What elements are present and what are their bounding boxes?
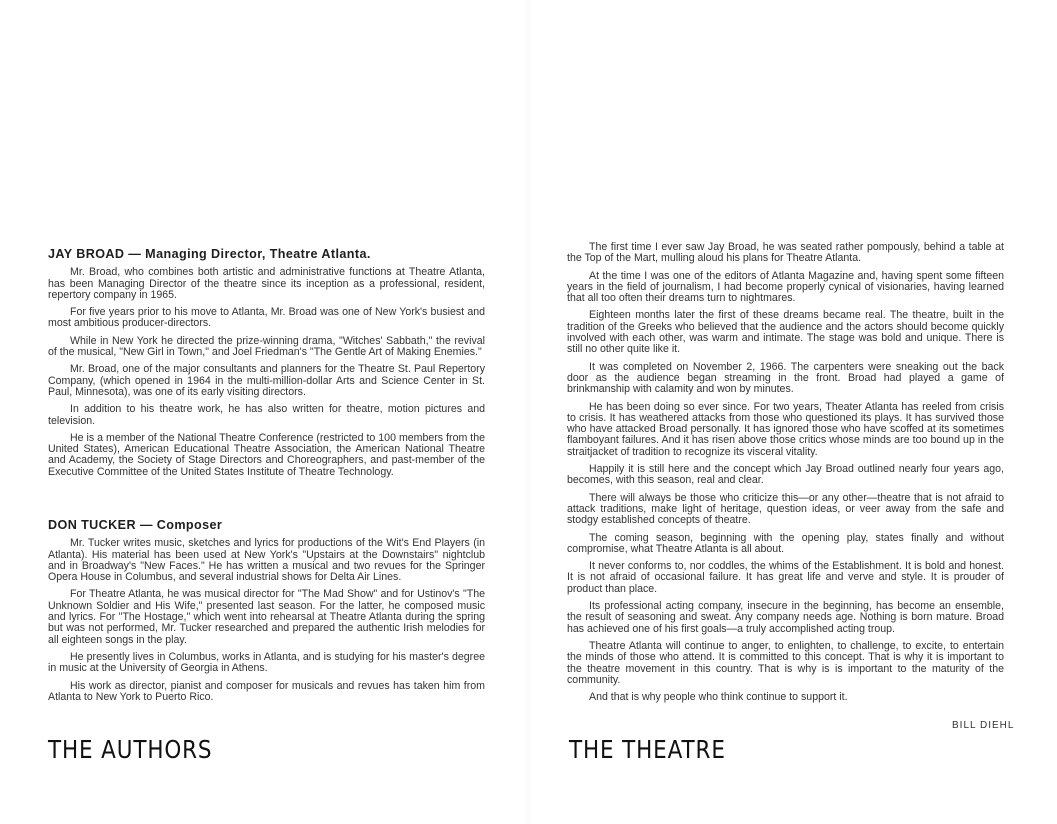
essay-paragraph: At the time I was one of the editors of Atlanta Magazine and, having spent some fifteen years in the field of journalism, I had become properly cynical of visionaries, having learned that all too often their dreams turn to nightmares.: [567, 269, 1004, 305]
jay-broad-bio: [48, 249, 485, 484]
essay-paragraph: It never conforms to, nor coddles, the whims of the Establishment. It is bold and honest. It is not afraid of occasional failure. It has great life and verve and style. It is prouder of product than place.: [567, 560, 1004, 595]
bio-heading: JAY BROAD — Managing Director, Theatre Atlanta.: [48, 247, 371, 261]
theatre-essay: [567, 242, 1004, 709]
bio-paragraph: While in New York he directed the prize-winning drama, "Witches' Sabbath," the revival of the musical, "New Girl in Town," and Joel Friedman's "The Gentle Art of Making Enemies.": [48, 334, 485, 359]
bio-paragraph: In addition to his theatre work, he has also written for theatre, motion pictures and television.: [48, 403, 485, 427]
essay-paragraph: Theatre Atlanta will continue to anger, to enlighten, to challenge, to excite, to entertain the minds of those who attend. It is committed to this concept. That is why it is important to the theatre movement in this country. That is why is is important to the maturity of the community.: [567, 639, 1004, 686]
essay-paragraph: And that is why people who think continue to support it.: [589, 691, 848, 704]
essay-paragraph: He has been doing so ever since. For two years, Theater Atlanta has reeled from crisis to crisis. It has weathered attacks from those who questioned its plays. It has survived those who have attacked Broad personally. It has ignored those who have scoffed at its sometimes flamboyant failures. And it has risen above those critics whose minds are too bound up in the straitjacket of tradition to recognize its visceral vitality.: [567, 400, 1004, 458]
essay-paragraph: Happily it is still here and the concept which Jay Broad outlined nearly four years ago, becomes, with this season, real and clear.: [567, 463, 1004, 487]
section-title-authors: THE AUTHORS: [48, 735, 213, 764]
essay-paragraph: There will always be those who criticize this—or any other—theatre that is not afraid to attack traditions, make light of heritage, question ideas, or veer away from the safe and stodgy established concepts of theatre.: [567, 491, 1004, 527]
theatre-page: [528, 0, 1057, 824]
section-title-theatre: THE THEATRE: [569, 735, 726, 764]
bio-paragraph: For Theatre Atlanta, he was musical director for "The Mad Show" and for Ustinov's "The Unknown Soldier and His Wife," presented last season. For the latter, he composed music and lyrics. For "The Hostage," which went into rehearsal at Theatre Atlanta during the spring but was not performed, Mr. Tucker researched and prepared the authentic Irish melodies for all eighteen songs in the play.: [48, 588, 485, 646]
authors-page: [0, 0, 528, 824]
author-signature: BILL DIEHL: [952, 720, 1015, 731]
essay-paragraph: Its professional acting company, insecure in the beginning, has become an ensemble, the result of seasoning and sweat. Any company needs age. Nothing is born mature. Broad has achieved one of his first goals—a truly accomplished acting troup.: [567, 600, 1004, 635]
bio-heading: DON TUCKER — Composer: [48, 518, 223, 532]
bio-paragraph: Mr. Broad, one of the major consultants and planners for the Theatre St. Paul Repertory Company, (which opened in 1964 in the multi-million-dollar Arts and Science Center in St. Paul, Minnesota), was one of its early visiting directors.: [48, 363, 485, 398]
bio-paragraph: Mr. Tucker writes music, sketches and lyrics for productions of the Wit's End Players (in Atlanta). His material has been used at New York's "Upstairs at the Downstairs" nightclub and in Broadway's "New Faces." He has written a musical and two revues for the Springer Opera House in Columbus, and several industrial shows for Delta Air Lines.: [48, 537, 485, 584]
bio-paragraph: He presently lives in Columbus, works in Atlanta, and is studying for his master's degree in music at the University of Georgia in Athens.: [48, 650, 485, 675]
don-tucker-bio: [48, 520, 485, 709]
essay-paragraph: It was completed on November 2, 1966. The carpenters were sneaking out the back door as the audience began streaming in the front. Broad had played a game of brinkmanship with calamity and won by minutes.: [567, 360, 1004, 396]
bio-paragraph: He is a member of the National Theatre Conference (restricted to 100 members from the United States), American Educational Theatre Association, the American National Theatre and Academy, the Society of Stage Directors and Choreographers, and past-member of the Executive Committee of the United States Institute of Theatre Technology.: [48, 431, 485, 478]
bio-paragraph: His work as director, pianist and composer for musicals and revues has taken him from Atlanta to New York to Puerto Rico.: [48, 679, 485, 703]
essay-paragraph: The coming season, beginning with the opening play, states finally and without compromise, what Theatre Atlanta is all about.: [567, 531, 1004, 555]
essay-paragraph: The first time I ever saw Jay Broad, he was seated rather pompously, behind a table at the Top of the Mart, mulling aloud his plans for Theatre Atlanta.: [567, 241, 1004, 265]
essay-paragraph: Eighteen months later the first of these dreams became real. The theatre, built in the tradition of the Greeks who believed that the audience and the actors should become quickly involved with each other, was warm and intimate. The stage was bold and unique. There is still no other quite like it.: [567, 309, 1004, 356]
bio-paragraph: Mr. Broad, who combines both artistic and administrative functions at Theatre Atlanta, has been Managing Director of the theatre since its inception as a professional, resident, repertory company in 1965.: [48, 266, 485, 301]
bio-paragraph: For five years prior to his move to Atlanta, Mr. Broad was one of New York's busiest and most ambitious producer-directors.: [48, 306, 485, 330]
